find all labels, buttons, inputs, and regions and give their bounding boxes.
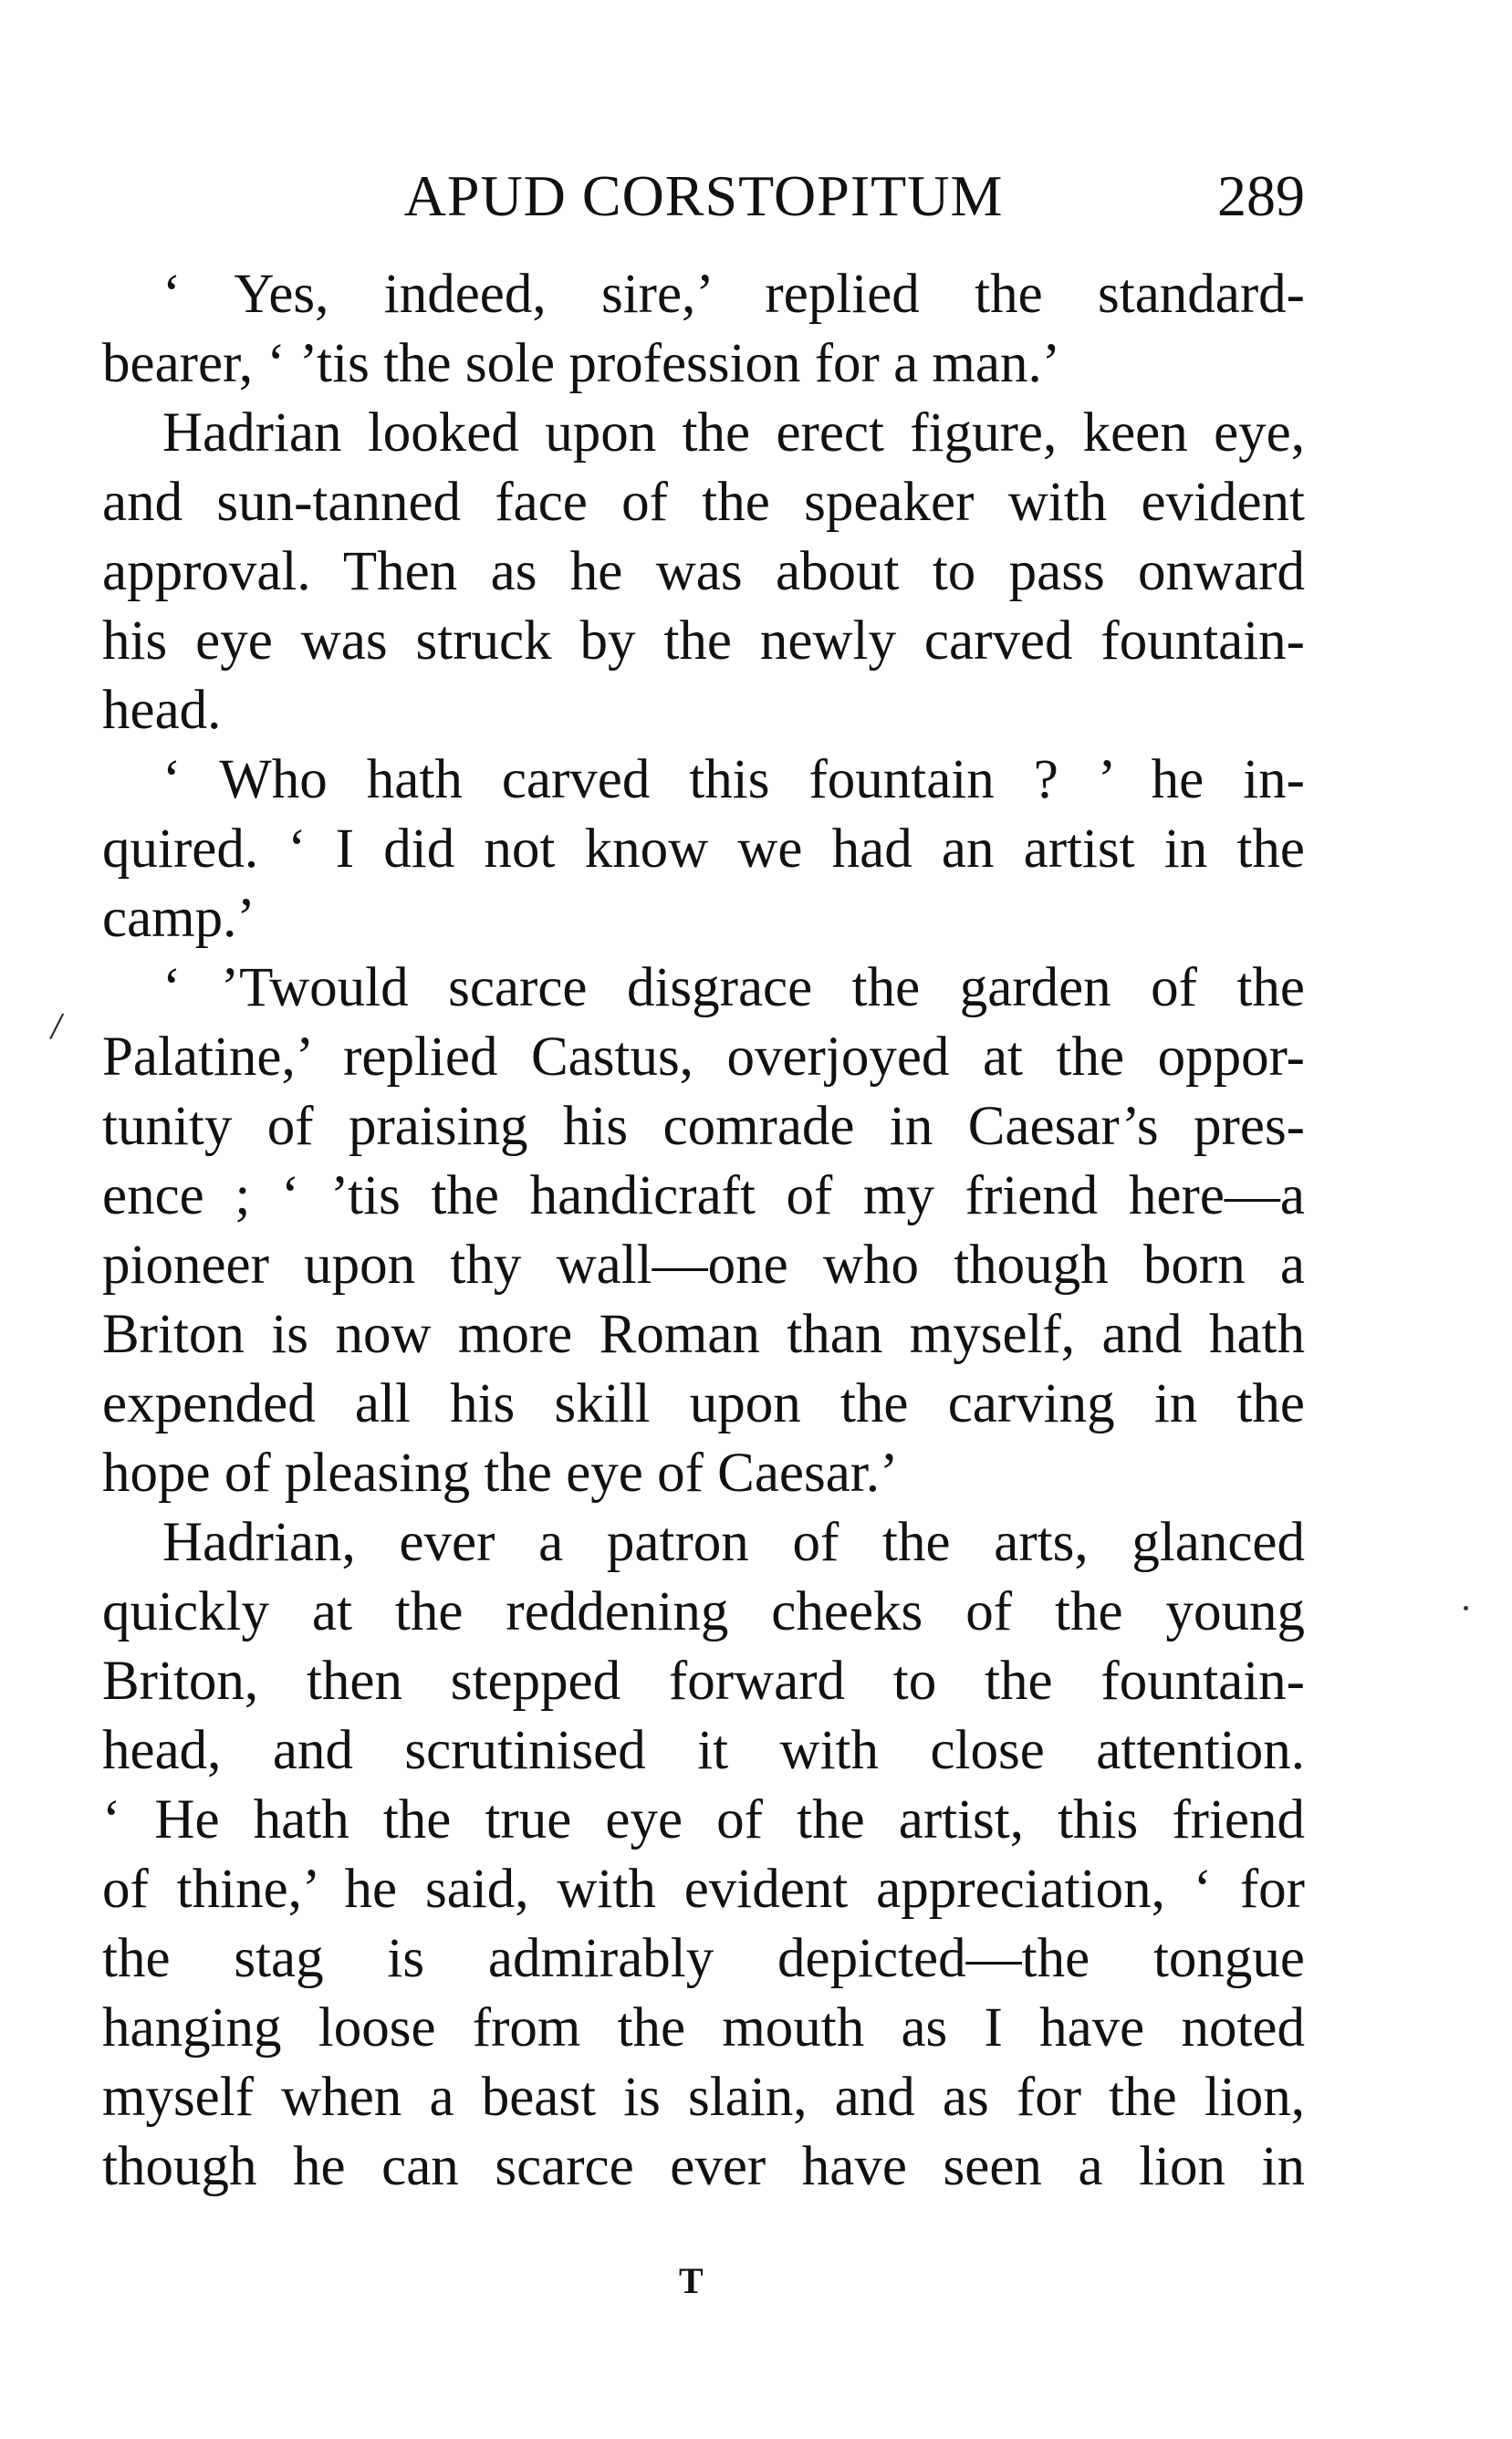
text-line: bearer, ‘ ’tis the sole profession for a man.’ xyxy=(102,333,1061,394)
text-line: ‘ Yes, indeed, sire,’ replied the standard- xyxy=(162,264,1305,325)
running-title: APUD CORSTOPITUM xyxy=(403,163,1004,228)
text-line: Briton is now more Roman than myself, and hath xyxy=(102,1304,1305,1365)
text-line: though he can scarce ever have seen a lion in xyxy=(102,2136,1305,2197)
text-line: ‘ Who hath carved this fountain ? ’ he in- xyxy=(162,749,1305,810)
text-line: ‘ He hath the true eye of the artist, this friend xyxy=(102,1789,1305,1850)
text-line: Palatine,’ replied Castus, overjoyed at the oppor- xyxy=(102,1027,1305,1088)
ink-speck xyxy=(1464,1606,1468,1610)
text-line: Hadrian, ever a patron of the arts, glanced xyxy=(162,1512,1305,1573)
text-line: his eye was struck by the newly carved fountain- xyxy=(102,610,1305,672)
text-line: ‘ ’Twould scarce disgrace the garden of the xyxy=(162,957,1305,1018)
text-line: quickly at the reddening cheeks of the young xyxy=(102,1581,1305,1642)
text-line: head. xyxy=(102,680,222,741)
running-head xyxy=(102,155,1305,237)
margin-pencil-mark: / xyxy=(47,1003,66,1049)
text-line: quired. ‘ I did not know we had an artist in the xyxy=(102,818,1305,880)
text-line: and sun-tanned face of the speaker with evident xyxy=(102,472,1305,533)
text-line: approval. Then as he was about to pass onward xyxy=(102,541,1305,602)
text-line: the stag is admirably depicted—the tongue xyxy=(102,1928,1305,1989)
text-line: Briton, then stepped forward to the fountain- xyxy=(102,1651,1305,1712)
text-line: tunity of praising his comrade in Caesar’s pres- xyxy=(102,1096,1305,1157)
body-text xyxy=(102,260,1305,2202)
page-number: 289 xyxy=(1217,163,1305,228)
text-line: Hadrian looked upon the erect figure, keen eye, xyxy=(162,402,1305,464)
signature-mark: T xyxy=(679,2260,705,2301)
text-line: ence ; ‘ ’tis the handicraft of my friend here—a xyxy=(102,1165,1305,1226)
text-line: head, and scrutinised it with close attention. xyxy=(102,1720,1305,1781)
text-line: camp.’ xyxy=(102,888,255,949)
text-line: hanging loose from the mouth as I have noted xyxy=(102,1997,1305,2059)
text-line: of thine,’ he said, with evident appreciation, ‘ for xyxy=(102,1859,1305,1920)
text-line: hope of pleasing the eye of Caesar.’ xyxy=(102,1443,899,1504)
text-line: myself when a beast is slain, and as for the lion, xyxy=(102,2067,1305,2128)
text-line: expended all his skill upon the carving in the xyxy=(102,1373,1305,1434)
text-line: pioneer upon thy wall—one who though born a xyxy=(102,1235,1305,1296)
